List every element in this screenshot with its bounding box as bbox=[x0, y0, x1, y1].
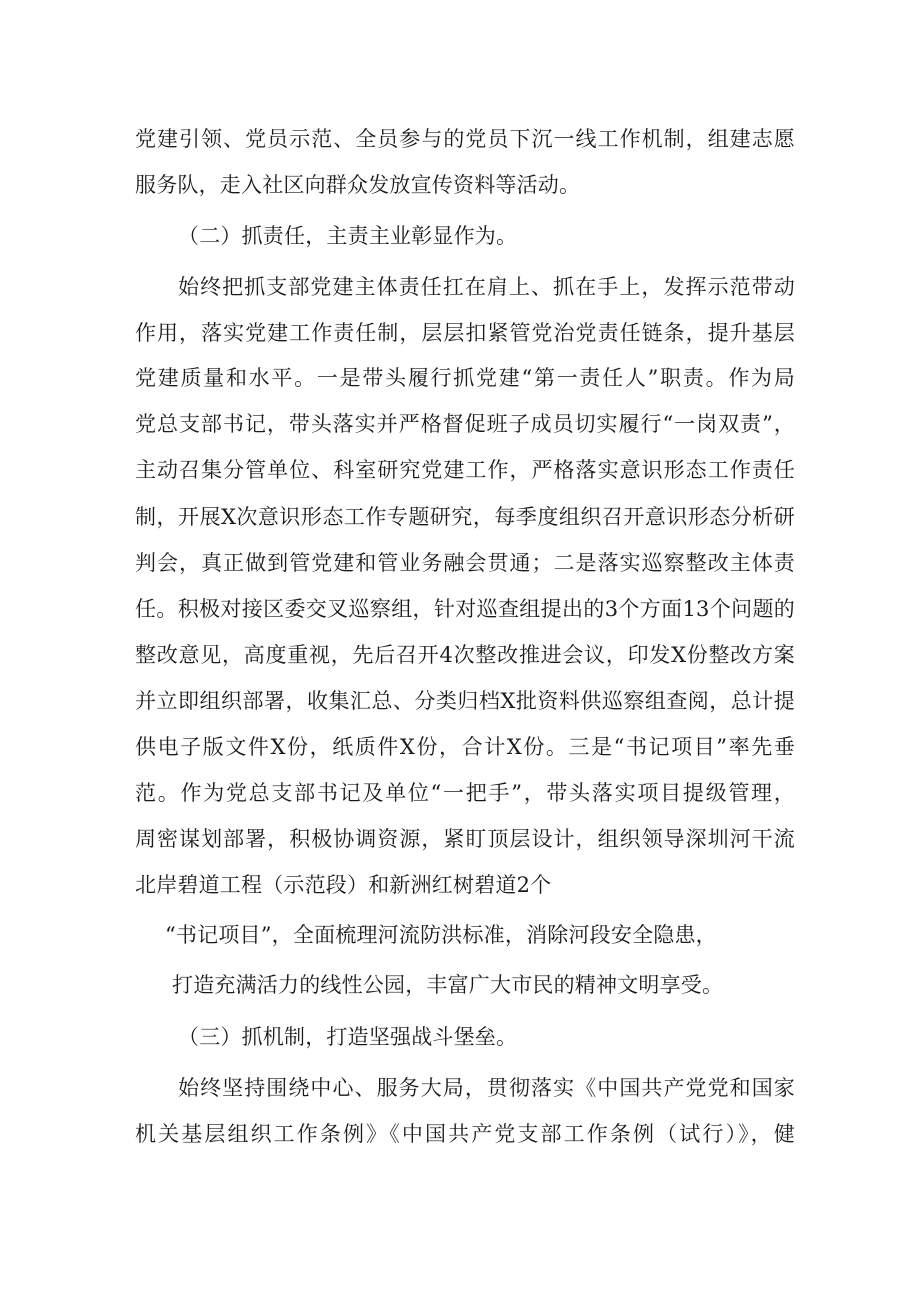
body-line-21 bbox=[135, 1119, 795, 1149]
text-line: 始终把抓支部党建主体责任扛在肩上、抓在手上，发挥示范带动 bbox=[178, 275, 795, 299]
text-line: 党建引领、党员示范、全员参与的党员下沉一线工作机制，组建志愿 bbox=[135, 127, 795, 151]
paragraph-first-line bbox=[178, 1073, 795, 1103]
text-line: 任。积极对接区委交叉巡察组，针对巡查组提出的3个方面13个问题的 bbox=[135, 597, 795, 621]
text-line: 范。作为党总支部书记及单位“一把手”，带头落实项目提级管理， bbox=[135, 781, 795, 805]
text-line: 周密谋划部署，积极协调资源，紧盯顶层设计，组织领导深圳河干流 bbox=[135, 827, 795, 851]
body-line-8 bbox=[135, 502, 795, 532]
text-line: 机关基层组织工作条例》《中国共产党支部工作条例（试行）》，健 bbox=[135, 1122, 795, 1146]
text-line: 制，开展X次意识形态工作专题研究，每季度组织召开意识形态分析研 bbox=[135, 505, 795, 529]
body-line-6 bbox=[135, 409, 795, 439]
body-line-11 bbox=[135, 640, 795, 670]
text-line: 整改意见，高度重视，先后召开4次整改推进会议，印发X份整改方案 bbox=[135, 643, 795, 667]
text-line: 党总支部书记，带头落实并严格督促班子成员切实履行“一岗双责”， bbox=[135, 412, 795, 436]
body-line-4 bbox=[135, 318, 795, 348]
heading-text: （二）抓责任，主责主业彰显作为。 bbox=[178, 224, 518, 248]
section-heading-3 bbox=[178, 1022, 920, 1052]
text-line: 始终坚持围绕中心、服务大局，贯彻落实《中国共产党党和国家 bbox=[178, 1076, 795, 1100]
text-line: 并立即组织部署，收集汇总、分类归档X批资料供巡察组查阅，总计提 bbox=[135, 689, 795, 713]
body-line-10 bbox=[135, 594, 795, 624]
section-heading-2 bbox=[178, 221, 920, 251]
text-line: 北岸碧道工程（示范段）和新洲红树碧道2个 bbox=[135, 873, 552, 897]
text-line: 主动召集分管单位、科室研究党建工作，严格落实意识形态工作责任 bbox=[135, 458, 795, 482]
text-line: 服务队，走入社区向群众发放宣传资料等活动。 bbox=[135, 173, 581, 197]
body-line-9 bbox=[135, 548, 795, 578]
body-line-14 bbox=[135, 778, 795, 808]
text-line: 党建质量和水平。一是带头履行抓党建“第一责任人”职责。作为局 bbox=[135, 366, 795, 390]
body-line-17 bbox=[165, 920, 920, 950]
body-line-16 bbox=[135, 870, 795, 900]
body-line-2 bbox=[135, 170, 795, 200]
text-line: 判会，真正做到管党建和管业务融会贯通；二是落实巡察整改主体责 bbox=[135, 551, 795, 575]
text-line: 打造充满活力的线性公园，丰富广大市民的精神文明享受。 bbox=[172, 973, 724, 997]
text-line: “书记项目”，全面梳理河流防洪标准，消除河段安全隐患， bbox=[165, 923, 717, 947]
body-line-5 bbox=[135, 363, 795, 393]
text-line: 作用，落实党建工作责任制，层层扣紧管党治党责任链条，提升基层 bbox=[135, 321, 795, 345]
body-line-12 bbox=[135, 686, 795, 716]
heading-text: （三）抓机制，打造坚强战斗堡垒。 bbox=[178, 1025, 518, 1049]
body-line-15 bbox=[135, 824, 795, 854]
body-line-1 bbox=[135, 124, 795, 154]
body-line-7 bbox=[135, 455, 795, 485]
paragraph-first-line bbox=[178, 272, 795, 302]
body-line-13 bbox=[135, 732, 795, 762]
text-line: 供电子版文件X份，纸质件X份，合计X份。三是“书记项目”率先垂 bbox=[135, 735, 795, 759]
body-line-18 bbox=[172, 970, 920, 1000]
